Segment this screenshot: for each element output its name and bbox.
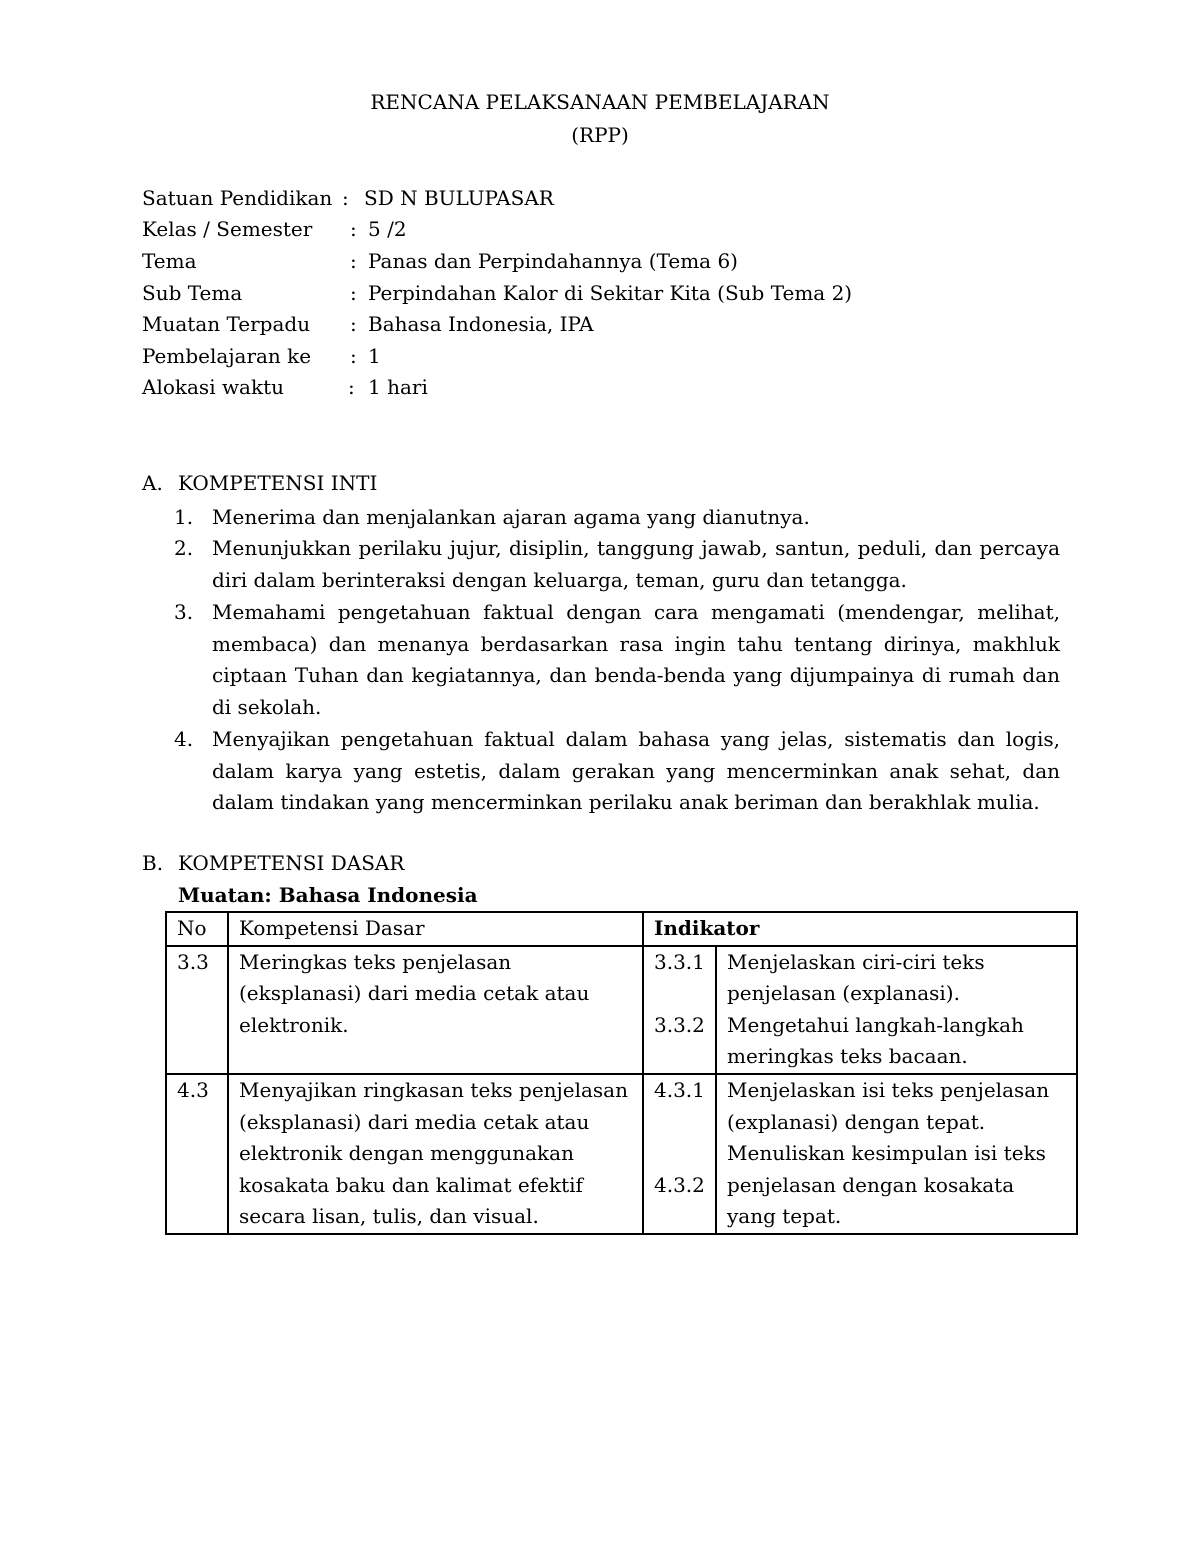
indicator-code: 3.3.1 bbox=[654, 949, 705, 974]
indicator-text: Menuliskan kesimpulan isi teks penjelasan dengan kosakata yang tepat. bbox=[727, 1141, 1046, 1229]
identity-label: Kelas / Semester bbox=[142, 217, 313, 241]
identity-colon: : bbox=[350, 217, 357, 241]
muatan-label: Muatan: Bahasa Indonesia bbox=[178, 883, 478, 907]
identity-value: Bahasa Indonesia, IPA bbox=[368, 312, 594, 336]
cell-indicator-codes bbox=[643, 946, 716, 1074]
indicator-code: 4.3.2 bbox=[654, 1172, 705, 1197]
identity-label: Sub Tema bbox=[142, 281, 243, 305]
identity-colon: : bbox=[350, 312, 357, 336]
section-letter: B. bbox=[142, 851, 164, 875]
list-text: Memahami pengetahuan faktual dengan cara mengamati (mendengar, melihat, membaca) dan menanya berdasarkan rasa ingin tahu tentang dirinya, makhluk ciptaan Tuhan dan kegiatannya, dan benda-benda yang dijumpainya di rumah dan di sekolah. bbox=[212, 600, 1060, 719]
identity-colon: : bbox=[350, 281, 357, 305]
identity-colon: : bbox=[350, 344, 357, 368]
identity-colon: : bbox=[350, 249, 357, 273]
cell-indicators bbox=[716, 1074, 1077, 1234]
section-title: KOMPETENSI DASAR bbox=[178, 851, 405, 875]
list-number: 4. bbox=[174, 727, 194, 751]
list-text: Menyajikan pengetahuan faktual dalam bahasa yang jelas, sistematis dan logis, dalam karya yang estetis, dalam gerakan yang mencerminkan anak sehat, dan dalam tindakan yang mencerminkan perilaku anak beriman dan berakhlak mulia. bbox=[212, 727, 1060, 815]
identity-label: Alokasi waktu bbox=[142, 375, 285, 399]
header-indikator: Indikator bbox=[643, 912, 1077, 946]
identity-colon: : bbox=[342, 186, 349, 210]
indicator-text: Mengetahui langkah-langkah meringkas teks bacaan. bbox=[727, 1012, 1024, 1069]
cell-indicator-codes bbox=[643, 1074, 716, 1234]
indicator-code: 3.3.2 bbox=[654, 1012, 705, 1037]
identity-label: Satuan Pendidikan bbox=[142, 186, 333, 210]
indicator-code: 4.3.1 bbox=[654, 1077, 705, 1102]
indicator-text: Menjelaskan ciri-ciri teks penjelasan (explanasi). bbox=[727, 949, 985, 1006]
list-text: Menunjukkan perilaku jujur, disiplin, tanggung jawab, santun, peduli, dan percaya diri dalam berinteraksi dengan keluarga, teman, guru dan tetangga. bbox=[212, 536, 1060, 592]
indicator-text: Menjelaskan isi teks penjelasan (explanasi) dengan tepat. bbox=[727, 1077, 1050, 1134]
header-no: No bbox=[166, 912, 228, 946]
identity-value: SD N BULUPASAR bbox=[364, 186, 554, 210]
list-text: Menerima dan menjalankan ajaran agama yang dianutnya. bbox=[212, 505, 810, 529]
list-number: 2. bbox=[174, 536, 194, 560]
section-letter: A. bbox=[142, 471, 163, 495]
section-title: KOMPETENSI INTI bbox=[178, 471, 378, 495]
identity-value: 1 hari bbox=[368, 375, 428, 399]
document-subtitle: (RPP) bbox=[571, 123, 629, 147]
cell-kompetensi-dasar: Meringkas teks penjelasan (eksplanasi) dari media cetak atau elektronik. bbox=[228, 946, 643, 1074]
identity-label: Tema bbox=[142, 249, 197, 273]
table-row bbox=[166, 946, 1077, 1074]
identity-colon: : bbox=[348, 375, 355, 399]
cell-no: 3.3 bbox=[166, 946, 228, 1074]
list-number: 1. bbox=[174, 505, 194, 529]
cell-indicators bbox=[716, 946, 1077, 1074]
identity-value: Panas dan Perpindahannya (Tema 6) bbox=[368, 249, 738, 273]
kompetensi-dasar-table bbox=[165, 911, 1078, 1235]
list-number: 3. bbox=[174, 600, 194, 624]
table-header-row bbox=[166, 912, 1077, 946]
table-row bbox=[166, 1074, 1077, 1234]
identity-value: 5 /2 bbox=[368, 217, 407, 241]
header-kompetensi-dasar: Kompetensi Dasar bbox=[228, 912, 643, 946]
identity-label: Muatan Terpadu bbox=[142, 312, 311, 336]
identity-value: 1 bbox=[368, 344, 381, 368]
identity-label: Pembelajaran ke bbox=[142, 344, 312, 368]
identity-value: Perpindahan Kalor di Sekitar Kita (Sub Tema 2) bbox=[368, 281, 853, 305]
cell-no: 4.3 bbox=[166, 1074, 228, 1234]
cell-kompetensi-dasar: Menyajikan ringkasan teks penjelasan (eksplanasi) dari media cetak atau elektronik dengan menggunakan kosakata baku dan kalimat efektif secara lisan, tulis, dan visual. bbox=[228, 1074, 643, 1234]
document-title: RENCANA PELAKSANAAN PEMBELAJARAN bbox=[370, 90, 830, 114]
